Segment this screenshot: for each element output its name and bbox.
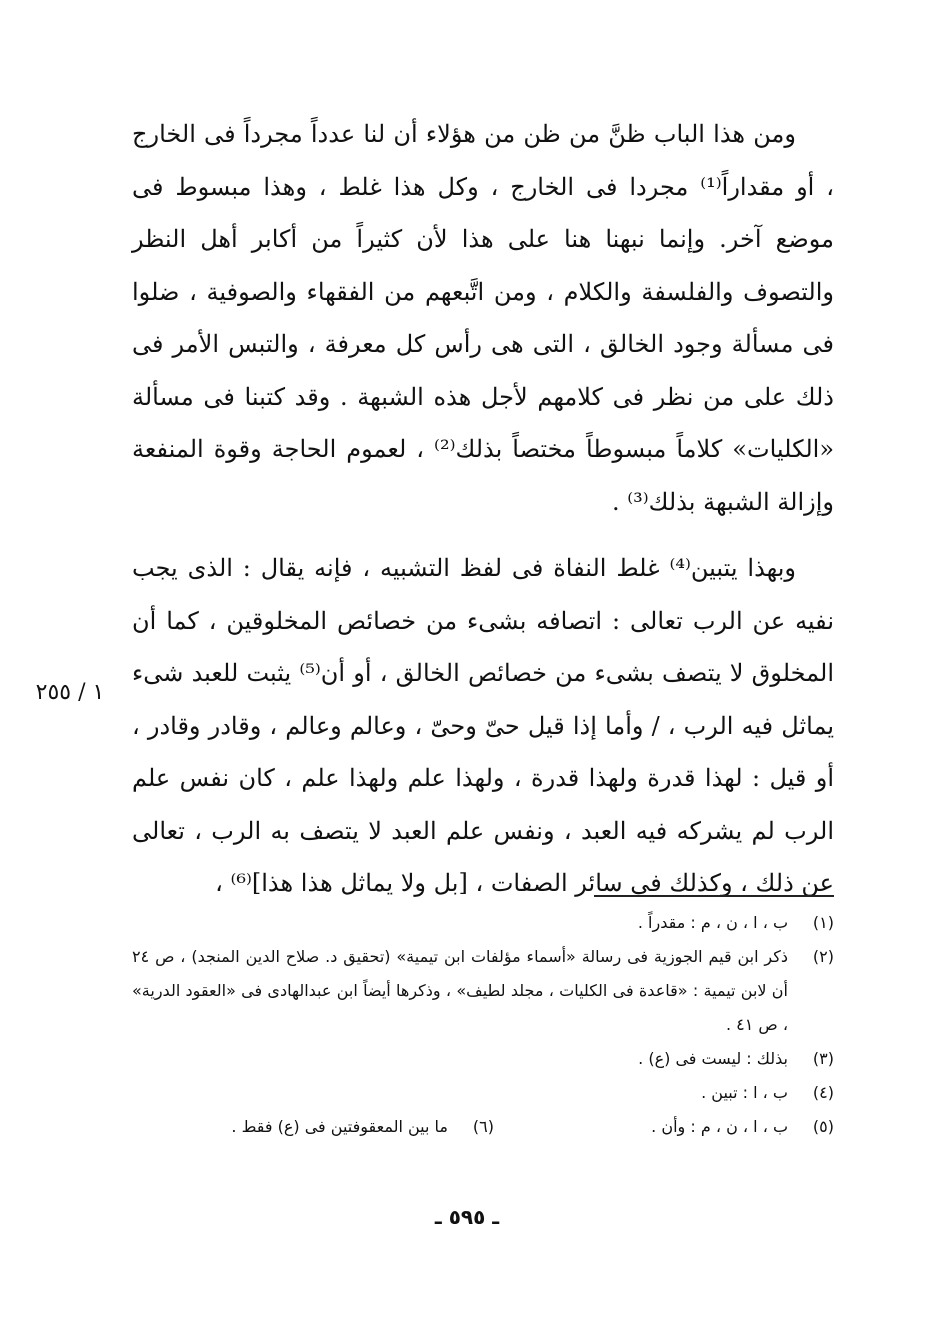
footnote [132, 940, 834, 1042]
footnote-row [132, 1110, 834, 1144]
footnote-text: ما بين المعقوفتين فى (ع) فقط . [231, 1117, 448, 1136]
page-number: ـ ٥٩٥ ـ [434, 1205, 500, 1229]
footnotes [132, 906, 834, 1144]
footnote-text: ب ، ا ، ن ، م : وأن . [651, 1117, 788, 1136]
footnote-number: (٥) [812, 1117, 834, 1136]
paragraph: ومن هذا الباب ظنَّ من ظن من هؤلاء أن لنا عدداً مجرداً فى الخارج ، أو مقداراً⁽¹⁾ مجردا فى الخارج ، وكل هذا غلط ، وهذا مبسوط فى موضع آخر. وإنما نبهنا هنا على هذا لأن كثيراً من أكابر أهل النظر والتصوف والفلسفة والكلام ، ومن اتَّبعهم من الفقهاء والصوفية ، ضلوا فى مسألة وجود الخالق ، التى هى رأس كل معرفة ، والتبس الأمر فى ذلك على من نظر فى كلامهم لأجل هذه الشبهة . وقد كتبنا فى مسألة «الكليات» كلاماً مبسوطاً مختصاً بذلك⁽²⁾ ، لعموم الحاجة وقوة المنفعة وإزالة الشبهة بذلك⁽³⁾ . [132, 120, 834, 516]
footnote-text: ب ، ا ، ن ، م : مقدراً . [637, 913, 788, 932]
footnote-number: (٢) [812, 947, 834, 966]
footnote-text: بذلك : ليست فى (ع) . [638, 1049, 788, 1068]
margin-page-reference: ١ / ٢٥٥ [35, 680, 105, 705]
footnote-number: (٤) [812, 1083, 834, 1102]
footnote-separator [594, 895, 834, 897]
footnote-number: (٦) [472, 1117, 494, 1136]
footnote-text: ب ، ا : تبين . [701, 1083, 788, 1102]
footnote [154, 1110, 494, 1144]
footnote-number: (٣) [812, 1049, 834, 1068]
footnote-text: ذكر ابن قيم الجوزية فى رسالة «أسماء مؤلفات ابن تيمية» (تحقيق د. صلاح الدين المنجد) ، ص ٢٤ أن لابن تيمية : «قاعدة فى الكليات ، مجلد لطيف» ، وذكرها أيضاً ابن عبدالهادى فى «العقود الدرية» ، ص ٤١ . [132, 947, 788, 1034]
footnote [132, 1076, 834, 1110]
footnote [494, 1110, 834, 1144]
footnote-number: (١) [812, 913, 834, 932]
main-text [132, 108, 834, 910]
paragraph: وبهذا يتبين⁽⁴⁾ غلط النفاة فى لفظ التشبيه ، فإنه يقال : الذى يجب نفيه عن الرب تعالى : اتصافه بشىء من خصائص المخلوقين ، كما أن المخلوق لا يتصف بشىء من خصائص الخالق ، أو أن⁽⁵⁾ يثبت للعبد شىء يماثل فيه الرب ، / وأما إذا قيل حىّ وحىّ ، وعالم وعالم ، وقادر وقادر ، أو قيل : لهذا قدرة ولهذا قدرة ، ولهذا علم ولهذا علم ، كان نفس علم الرب لم يشركه فيه العبد ، ونفس علم العبد لا يتصف به الرب ، تعالى عن ذلك ، وكذلك فى سائر الصفات ، [بل ولا يماثل هذا هذا]⁽⁶⁾ ، [132, 554, 834, 897]
footnote [132, 906, 834, 940]
footnote [132, 1042, 834, 1076]
